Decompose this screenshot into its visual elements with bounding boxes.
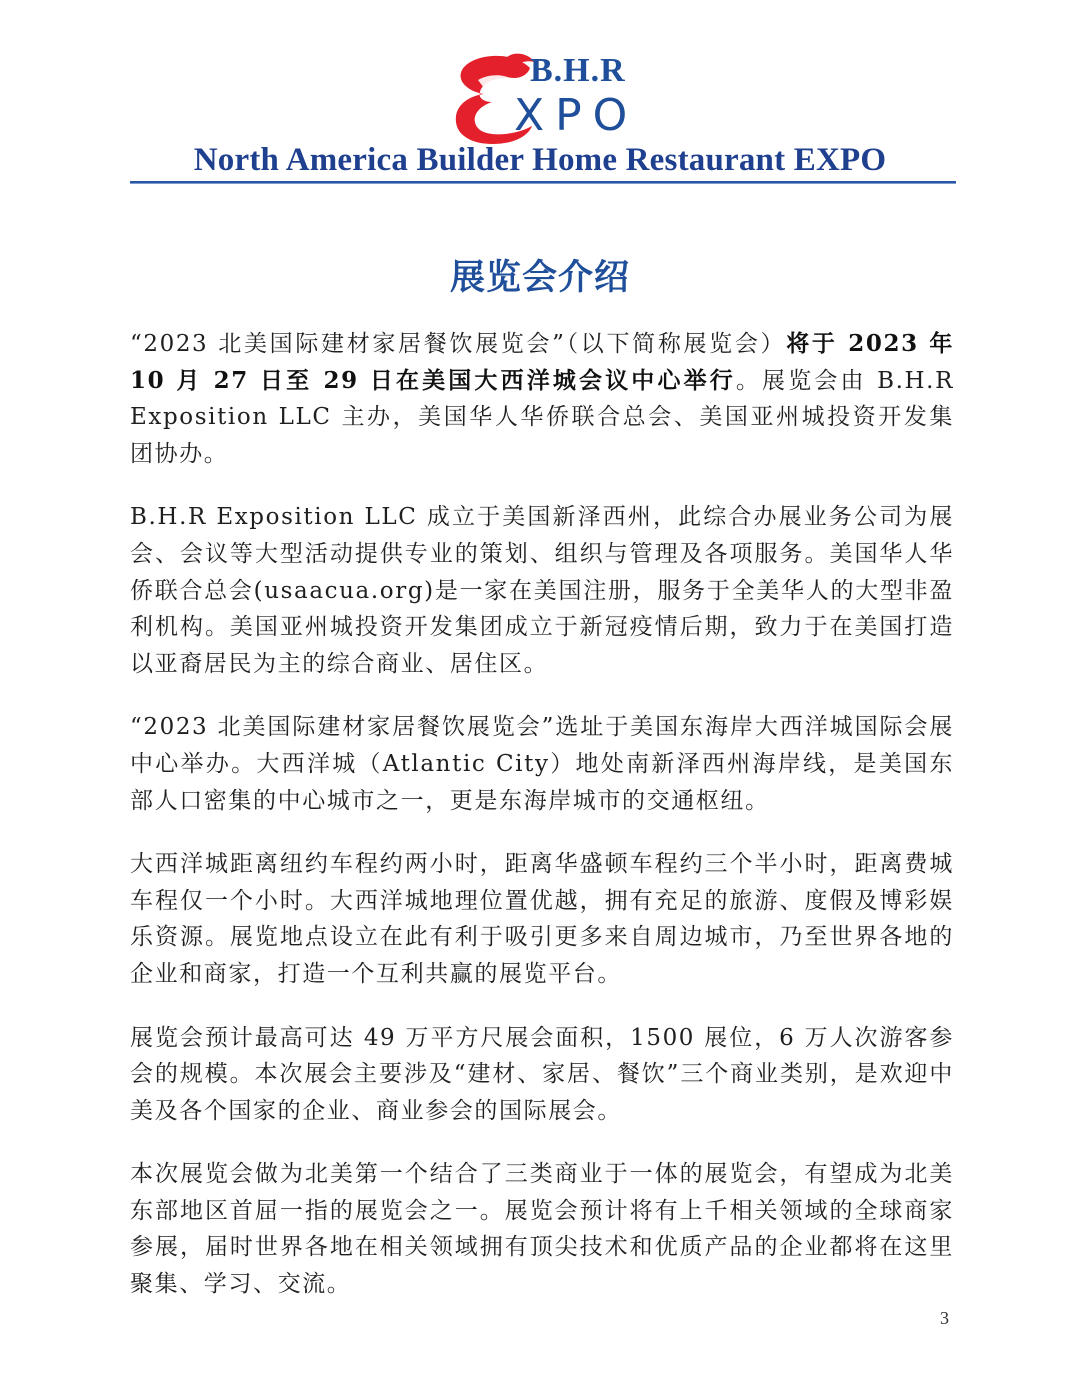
page-header bbox=[0, 0, 1080, 190]
paragraph-6: 本次展览会做为北美第一个结合了三类商业于一体的展览会，有望成为北美东部地区首屈一指的展览会之一。展览会预计将有上千相关领域的全球商家参展，届时世界各地在相关领域拥有顶尖技术和优质产品的企业都将在这里聚集、学习、交流。 bbox=[130, 1161, 954, 1298]
paragraph-1-organizers: 。展览会由 B.H.R Exposition LLC 主办，美国华人华侨联合总会、美国亚州城投资开发集团协办。 bbox=[130, 367, 955, 467]
page-title: 展览会介绍 bbox=[449, 257, 630, 298]
logo-bhr-text: B.H.R bbox=[530, 52, 626, 89]
paragraph-2: B.H.R Exposition LLC 成立于美国新泽西州，此综合办展业务公司为展会、会议等大型活动提供专业的策划、组织与管理及各项服务。美国华人华侨联合总会(usaacua.org)是一家在美国注册，服务于全美华人的大型非盈利机构。美国亚州城投资开发集团成立于新冠疫情后期，致力于在美国打造以亚裔居民为主的综合商业、居住区。 bbox=[130, 504, 954, 677]
paragraph-1 bbox=[130, 326, 954, 472]
bhr-expo-logo bbox=[448, 52, 638, 148]
expo-tagline: North America Builder Home Restaurant EXPO bbox=[193, 142, 887, 178]
body-text bbox=[130, 326, 954, 1330]
header-divider bbox=[130, 181, 956, 183]
paragraph-1-intro: “2023 北美国际建材家居餐饮展览会”（以下简称展览会） bbox=[130, 331, 787, 357]
paragraph-1-date-location: 将于 2023 年 10 月 27 日至 29 日在美国大西洋城会议中心举行 bbox=[130, 330, 954, 394]
logo-expo-text: XPO bbox=[514, 90, 639, 141]
page-number: 3 bbox=[940, 1308, 949, 1328]
paragraph-4: 大西洋城距离纽约车程约两小时，距离华盛顿车程约三个半小时，距离费城车程仅一个小时。大西洋城地理位置优越，拥有充足的旅游、度假及博彩娱乐资源。展览地点设立在此有利于吸引更多来自周边城市，乃至世界各地的企业和商家，打造一个互利共赢的展览平台。 bbox=[130, 851, 954, 987]
paragraph-3: “2023 北美国际建材家居餐饮展览会”选址于美国东海岸大西洋城国际会展中心举办。大西洋城（Atlantic City）地处南新泽西州海岸线，是美国东部人口密集的中心城市之一，更是东海岸城市的交通枢纽。 bbox=[130, 714, 954, 814]
paragraph-5: 展览会预计最高可达 49 万平方尺展会面积，1500 展位，6 万人次游客参会的规模。本次展会主要涉及“建材、家居、餐饮”三个商业类别，是欢迎中美及各个国家的企业、商业参会的国际展会。 bbox=[130, 1024, 954, 1124]
